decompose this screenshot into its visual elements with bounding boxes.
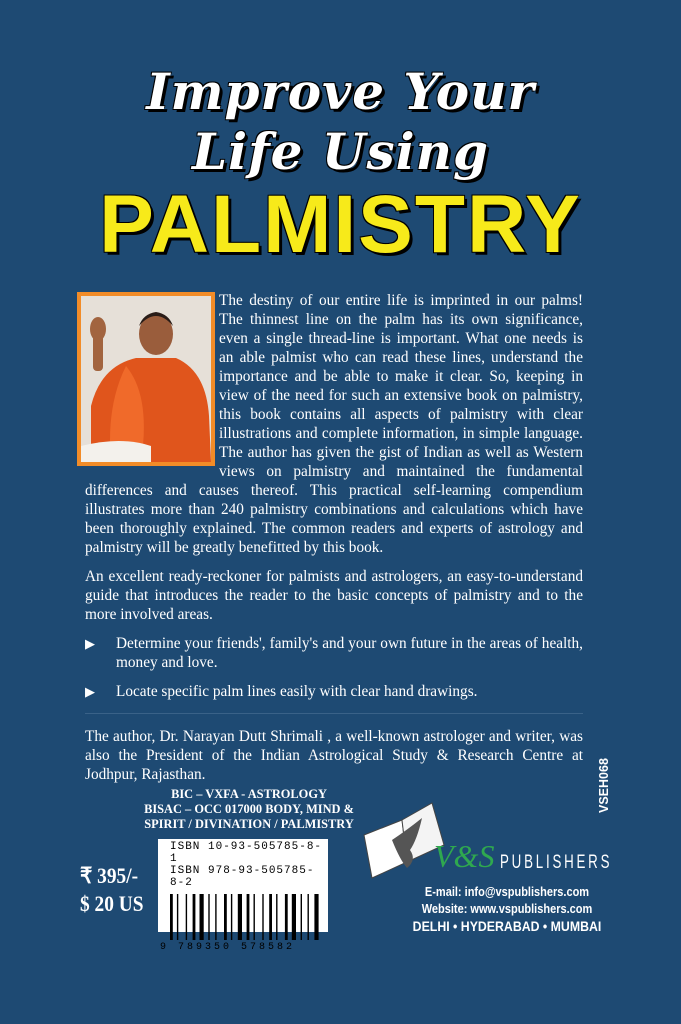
classification bbox=[140, 787, 358, 832]
barcode-bar bbox=[276, 894, 277, 940]
arrow-bullet-icon: ▶ bbox=[85, 636, 95, 651]
barcode-bar bbox=[177, 894, 178, 940]
barcode-bar bbox=[285, 894, 288, 940]
barcode-bar bbox=[186, 894, 187, 940]
cities: DELHI • HYDERABAD • MUMBAI bbox=[412, 918, 602, 934]
barcode-bar bbox=[308, 894, 309, 940]
email: E-mail: info@vspublishers.com bbox=[424, 885, 590, 899]
barcode-bar bbox=[193, 894, 196, 940]
barcode-bar bbox=[254, 894, 255, 940]
logo-vs: V&S bbox=[434, 838, 495, 874]
feature-list bbox=[85, 634, 583, 701]
isbn-13: ISBN 978-93-505785-8-2 bbox=[170, 865, 315, 889]
description bbox=[85, 291, 583, 794]
divider bbox=[85, 713, 583, 714]
barcode-digits: 9 789350 578582 bbox=[160, 942, 296, 953]
price bbox=[80, 862, 154, 918]
title-line-1: Improve Your bbox=[146, 62, 535, 121]
price-usd: $ 20 US bbox=[80, 891, 144, 916]
list-item: ▶ Locate specific palm lines easily with clear hand drawings. bbox=[85, 683, 478, 700]
bic-code: BIC – VXFA - ASTROLOGY bbox=[171, 787, 327, 801]
publisher-contact bbox=[409, 884, 604, 935]
barcode-bar bbox=[200, 894, 204, 940]
barcode-bar bbox=[238, 894, 242, 940]
barcode-bar bbox=[301, 894, 302, 940]
description-paragraph-1: The destiny of our entire life is imprinted in our palms! The thinnest line on the palm has its own significance, even a single thread-line is important. What one needs is an able palmist who can read these lines, understand the importance and be able to make it clear. So, keeping in view of the need for such an extensive book on palmistry, this book contains all aspects of palmistry with clear illustrations and complete information, in simple language. The author has given the gist of Indian as well as Western views on palmistry and maintained the fundamental differences and causes thereof. This practical self-learning compendium illustrates more than 240 palmistry combinations and calculations which have been thoroughly explained. The common readers and experts of astrology and palmistry will be greatly benefitted by this book. bbox=[85, 292, 583, 556]
website: Website: www.vspublishers.com bbox=[421, 902, 593, 916]
barcode-bar bbox=[269, 894, 272, 940]
price-inr: ₹ 395/- bbox=[80, 863, 139, 888]
title-main: PALMISTRY bbox=[99, 179, 582, 270]
arrow-bullet-icon: ▶ bbox=[85, 684, 95, 699]
barcode-bar bbox=[231, 894, 232, 940]
barcode-bar bbox=[247, 894, 250, 940]
barcode-bar bbox=[208, 894, 209, 940]
bisac-code: BISAC – OCC 017000 BODY, MIND & SPIRIT / DIVINATION / PALMISTRY bbox=[144, 802, 354, 831]
description-paragraph-2: An excellent ready-reckoner for palmists and astrologers, an easy-to-understand guide that introduces the reader to the basic concepts of palmistry and to the more involved areas. bbox=[85, 568, 583, 623]
isbn-10: ISBN 10-93-505785-8-1 bbox=[170, 841, 323, 865]
list-item: ▶ Determine your friends', family's and your own future in the areas of health, money and love. bbox=[85, 635, 583, 671]
publisher-logo bbox=[362, 800, 613, 885]
barcode-bar bbox=[215, 894, 216, 940]
book-code: VSEH068 bbox=[597, 758, 611, 813]
barcode bbox=[158, 892, 328, 944]
barcode-bar bbox=[314, 894, 318, 940]
barcode-bar bbox=[292, 894, 296, 940]
isbn-barcode bbox=[158, 839, 328, 953]
barcode-bar bbox=[262, 894, 263, 940]
author-note: The author, Dr. Narayan Dutt Shrimali , a well-known astrologer and writer, was also the President of the Indian Astrological Study & Research Centre at Jodhpur, Rajasthan. bbox=[85, 728, 583, 783]
barcode-bar bbox=[224, 894, 227, 940]
logo-publishers: PUBLISHERS bbox=[500, 852, 613, 873]
barcode-bar bbox=[170, 894, 173, 940]
title-line-2: Life Using bbox=[192, 122, 489, 181]
